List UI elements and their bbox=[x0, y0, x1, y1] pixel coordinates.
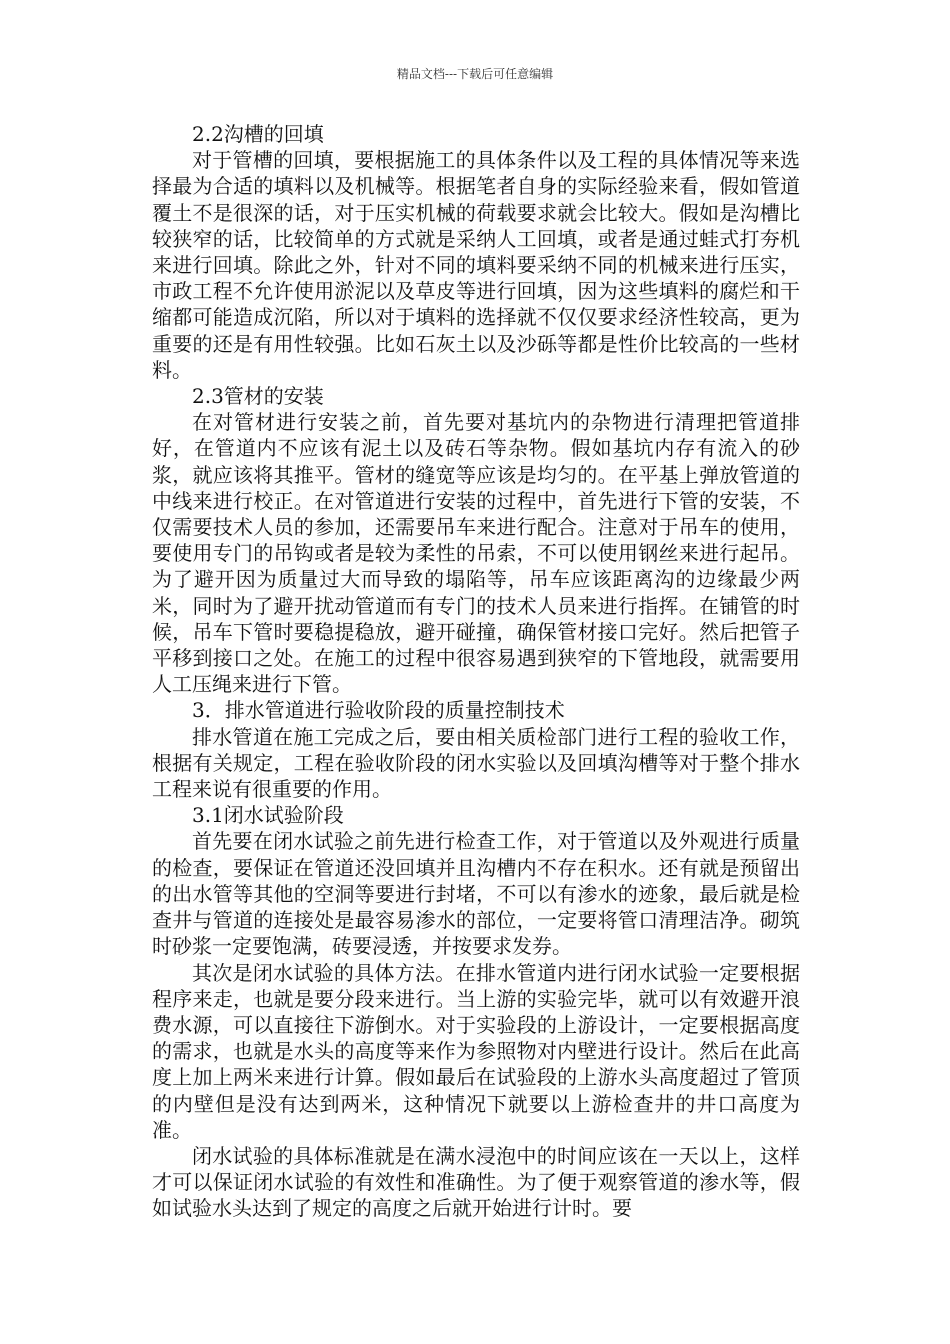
paragraph: 首先要在闭水试验之前先进行检查工作，对于管道以及外观进行质量的检查，要保证在管道还没回填并且沟槽内不存在积水。还有就是预留出的出水管等其他的空洞等要进行封堵，不可以有渗水的迹象，最后就是检查井与管道的连接处是最容易渗水的部位，一定要将管口清理洁净。砌筑时砂浆一定要饱满，砖要浸透，并按要求发券。 bbox=[152, 829, 800, 959]
document-body bbox=[152, 121, 800, 1222]
section-heading-3-1: 3.1闭水试验阶段 bbox=[192, 803, 344, 828]
section-heading-2-3: 2.3管材的安装 bbox=[192, 384, 324, 409]
paragraph: 闭水试验的具体标准就是在满水浸泡中的时间应该在一天以上，这样才可以保证闭水试验的有效性和准确性。为了便于观察管道的渗水等，假如试验水头达到了规定的高度之后就开始进行计时。要 bbox=[152, 1143, 800, 1221]
paragraph: 对于管槽的回填，要根据施工的具体条件以及工程的具体情况等来选择最为合适的填料以及机械等。根据笔者自身的实际经验来看，假如管道覆土不是很深的话，对于压实机械的荷载要求就会比较大。假如是沟槽比较狭窄的话，比较简单的方式就是采纳人工回填，或者是通过蛙式打夯机来进行回填。除此之外，针对不同的填料要采纳不同的机械来进行压实，市政工程不允许使用淤泥以及草皮等进行回填，因为这些填料的腐烂和干缩都可能造成沉陷，所以对于填料的选择就不仅仅要求经济性较高，更为重要的还是有用性较强。比如石灰土以及沙砾等都是性价比较高的一些材料。 bbox=[152, 148, 800, 382]
paragraph: 其次是闭水试验的具体方法。在排水管道内进行闭水试验一定要根据程序来走，也就是要分段来进行。当上游的实验完毕，就可以有效避开浪费水源，可以直接往下游倒水。对于实验段的上游设计，一定要根据高度的需求，也就是水头的高度等来作为参照物对内壁进行设计。然后在此高度上加上两米来进行计算。假如最后在试验段的上游水头高度超过了管顶的内壁但是没有达到两米，这种情况下就要以上游检查井的井口高度为准。 bbox=[152, 960, 800, 1142]
paragraph: 排水管道在施工完成之后，要由相关质检部门进行工程的验收工作，根据有关规定，工程在验收阶段的闭水实验以及回填沟槽等对于整个排水工程来说有很重要的作用。 bbox=[152, 724, 800, 802]
section-heading-2-2: 2.2沟槽的回填 bbox=[192, 122, 324, 146]
page-header: 精品文档---下载后可任意编辑 bbox=[396, 67, 554, 81]
paragraph: 在对管材进行安装之前，首先要对基坑内的杂物进行清理把管道排好，在管道内不应该有泥土以及砖石等杂物。假如基坑内存有流入的砂浆，就应该将其推平。管材的缝宽等应该是均匀的。在平基上弹放管道的中线来进行校正。在对管道进行安装的过程中，首先进行下管的安装，不仅需要技术人员的参加，还需要吊车来进行配合。注意对于吊车的使用，要使用专门的吊钩或者是较为柔性的吊索，不可以使用钢丝来进行起吊。为了避开因为质量过大而导致的塌陷等，吊车应该距离沟的边缘最少两米，同时为了避开扰动管道而有专门的技术人员来进行指挥。在铺管的时候，吊车下管时要稳提稳放，避开碰撞，确保管材接口完好。然后把管子平移到接口之处。在施工的过程中很容易遇到狭窄的下管地段，就需要用人工压绳来进行下管。 bbox=[152, 410, 800, 697]
section-heading-3: 3．排水管道进行验收阶段的质量控制技术 bbox=[192, 698, 565, 723]
